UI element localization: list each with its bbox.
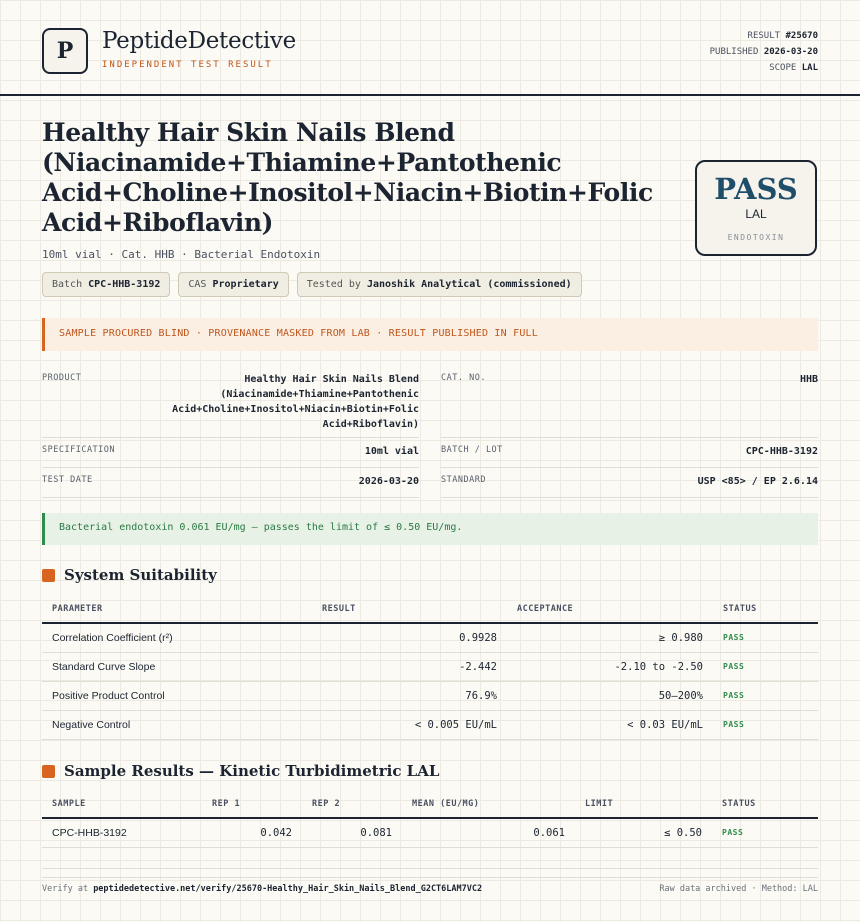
verdict-test: ENDOTOXIN [727, 233, 785, 242]
blind-procurement-banner: SAMPLE PROCURED BLIND · PROVENANCE MASKED FROM LAB · RESULT PUBLISHED IN FULL [42, 318, 818, 351]
verify-label: Verify at [42, 884, 89, 894]
detail-value: 10ml vial [364, 446, 419, 457]
detail-value: CPC-HHB-3192 [745, 446, 818, 457]
result-cell: < 0.005 EU/mL [312, 710, 507, 739]
status-cell: PASS [713, 681, 818, 710]
verdict-text: PASS [714, 172, 798, 206]
rep2-cell: 0.081 [302, 818, 402, 847]
detail-batch-lot [441, 438, 818, 468]
col-sample: SAMPLE [42, 791, 202, 818]
col-result: RESULT [312, 596, 507, 623]
detail-value: Healthy Hair Skin Nails Blend (Niacinamide+Thiamine+Pantothenic Acid+Choline+Inositol+Niacin+Biotin+Folic Acid+Riboflavin) [172, 374, 419, 430]
brand-name: PeptideDetective [102, 28, 296, 54]
product-title: Healthy Hair Skin Nails Blend (Niacinamide+Thiamine+Pantothenic Acid+Choline+Inositol+Niacin+Biotin+Folic Acid+Riboflavin) [42, 118, 653, 237]
result-cell: 76.9% [312, 681, 507, 710]
detail-cat-no [441, 366, 818, 438]
scope-value: LAL [801, 63, 818, 73]
detail-value: USP <85> / EP 2.6.14 [697, 476, 818, 487]
suitability-title-text: System Suitability [64, 566, 217, 584]
product-subtitle: 10ml vial · Cat. HHB · Bacterial Endotoxin [42, 248, 321, 261]
detail-product [42, 366, 419, 438]
brand-tagline: INDEPENDENT TEST RESULT [102, 60, 273, 70]
detail-test-date [42, 468, 419, 498]
tested-by-label: Tested by [306, 279, 361, 290]
acceptance-cell: ≥ 0.980 [507, 623, 713, 652]
col-rep2: REP 2 [302, 791, 402, 818]
batch-chip [42, 272, 170, 297]
col-status: STATUS [713, 596, 818, 623]
col-mean: MEAN (EU/MG) [402, 791, 575, 818]
detail-value: HHB [799, 374, 818, 385]
tested-by-chip [297, 272, 582, 297]
cas-chip-value: Proprietary [212, 279, 279, 290]
col-parameter: PARAMETER [42, 596, 312, 623]
detail-label: SPECIFICATION [42, 445, 116, 455]
detail-label: BATCH / LOT [441, 445, 503, 455]
verify-link[interactable]: peptidedetective.net/verify/25670-Healthy_Hair_Skin_Nails_Blend_G2CT6LAM7VC2 [93, 884, 483, 894]
section-marker-icon [42, 765, 55, 778]
tested-by-value: Janoshik Analytical (commissioned) [366, 279, 572, 290]
col-acceptance: ACCEPTANCE [507, 596, 713, 623]
report-header [0, 0, 860, 96]
acceptance-cell: 50–200% [507, 681, 713, 710]
info-chips [42, 272, 582, 297]
batch-chip-label: Batch [52, 279, 83, 290]
sample-cell: CPC-HHB-3192 [42, 818, 202, 847]
scope-label: SCOPE [769, 63, 797, 73]
cas-chip-label: CAS [188, 279, 207, 290]
detail-specification [42, 438, 419, 468]
details-left-column [42, 366, 419, 498]
report-footer [42, 868, 818, 894]
mean-cell: 0.061 [402, 818, 575, 847]
details-right-column [441, 366, 818, 498]
samples-section-title [42, 762, 439, 780]
result-cell: 0.9928 [312, 623, 507, 652]
result-summary-note: Bacterial endotoxin 0.061 EU/mg — passes the limit of ≤ 0.50 EU/mg. [42, 513, 818, 545]
detail-standard [441, 468, 818, 498]
result-number: #25670 [785, 31, 818, 41]
logo: P [42, 28, 88, 74]
result-label: RESULT [747, 31, 781, 41]
rep1-cell: 0.042 [202, 818, 302, 847]
status-cell: PASS [712, 818, 818, 847]
detail-label: PRODUCT [42, 373, 82, 383]
table-row [42, 818, 818, 847]
acceptance-cell: < 0.03 EU/mL [507, 710, 713, 739]
published-date: 2026-03-20 [763, 47, 818, 57]
table-row [42, 681, 818, 710]
parameter-cell: Standard Curve Slope [42, 652, 312, 681]
suitability-table [42, 596, 818, 740]
status-cell: PASS [713, 710, 818, 739]
col-status: STATUS [712, 791, 818, 818]
section-marker-icon [42, 569, 55, 582]
samples-table [42, 791, 818, 878]
parameter-cell: Positive Product Control [42, 681, 312, 710]
batch-chip-value: CPC-HHB-3192 [88, 279, 161, 290]
verify-line [42, 884, 482, 894]
acceptance-cell: -2.10 to -2.50 [507, 652, 713, 681]
detail-label: CAT. NO. [441, 373, 486, 383]
table-row [42, 710, 818, 739]
status-cell: PASS [713, 652, 818, 681]
limit-cell: ≤ 0.50 [575, 818, 712, 847]
cas-chip [178, 272, 288, 297]
parameter-cell: Correlation Coefficient (r²) [42, 623, 312, 652]
verdict-badge [695, 160, 817, 256]
table-row [42, 652, 818, 681]
parameter-cell: Negative Control [42, 710, 312, 739]
samples-title-text: Sample Results — Kinetic Turbidimetric LAL [64, 762, 440, 780]
status-cell: PASS [713, 623, 818, 652]
published-label: PUBLISHED [709, 47, 759, 57]
suitability-section-title [42, 566, 217, 584]
table-row [42, 623, 818, 652]
detail-label: TEST DATE [42, 475, 93, 485]
col-limit: LIMIT [575, 791, 712, 818]
report-meta [710, 28, 818, 76]
verdict-method: LAL [745, 207, 767, 221]
detail-value: 2026-03-20 [358, 476, 419, 487]
archive-note: Raw data archived · Method: LAL [659, 884, 818, 894]
result-cell: -2.442 [312, 652, 507, 681]
col-rep1: REP 1 [202, 791, 302, 818]
detail-label: STANDARD [441, 475, 486, 485]
